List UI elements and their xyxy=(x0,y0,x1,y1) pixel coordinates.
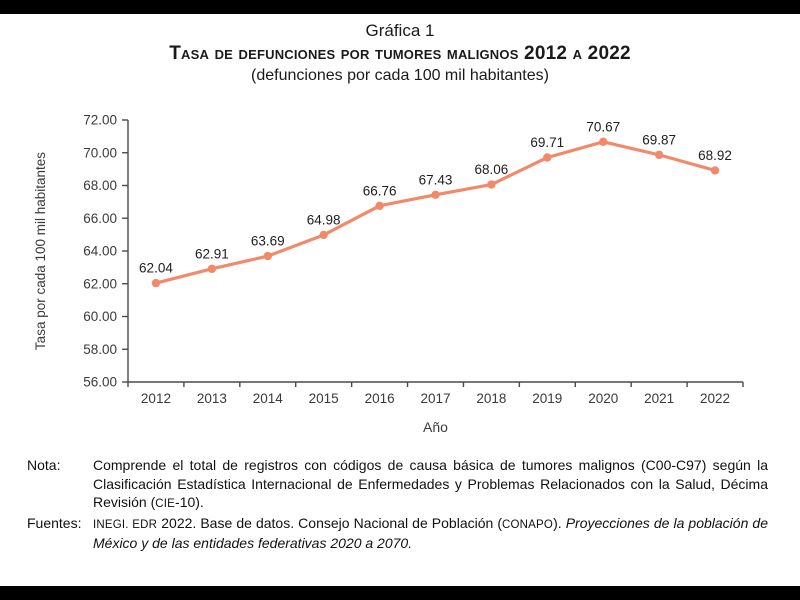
data-point-label: 64.98 xyxy=(306,212,341,228)
text-segment: Proyecciones de la población de México y de las entidades federativas 2020 a 2070. xyxy=(93,514,769,551)
x-category-label: 2022 xyxy=(700,391,731,406)
x-category-label: 2012 xyxy=(140,391,171,406)
data-point-label: 67.43 xyxy=(418,172,453,188)
y-tick-label: 62.00 xyxy=(83,276,117,292)
data-point-label: 68.06 xyxy=(474,162,509,178)
chart-header xyxy=(0,21,800,85)
chart-title: Tasa de defunciones por tumores malignos 2012 a 2022 xyxy=(169,43,631,64)
data-point-label: 69.87 xyxy=(642,132,677,148)
x-category-label: 2014 xyxy=(252,391,283,406)
data-point-label: 68.92 xyxy=(698,147,732,163)
y-tick-label: 64.00 xyxy=(83,243,117,259)
y-tick-label: 72.00 xyxy=(83,112,117,128)
text-segment: CONAPO xyxy=(502,518,554,531)
chart-canvas xyxy=(30,102,770,450)
x-axis-title: Año xyxy=(423,419,448,435)
data-point xyxy=(711,166,719,174)
chart-subtitle: (defunciones por cada 100 mil habitantes) xyxy=(251,67,549,84)
data-point xyxy=(152,279,160,287)
top-black-bar xyxy=(0,0,800,14)
y-axis-title: Tasa por cada 100 mil habitantes xyxy=(33,151,48,351)
x-category-label: 2020 xyxy=(588,391,619,406)
nota-row xyxy=(27,456,768,514)
data-point-label: 63.69 xyxy=(250,233,285,249)
y-tick-label: 60.00 xyxy=(83,309,117,325)
fuentes-row xyxy=(27,514,768,553)
text-segment: ). xyxy=(553,514,566,531)
y-tick-label: 58.00 xyxy=(83,341,117,357)
line-chart xyxy=(30,102,770,450)
x-category-label: 2013 xyxy=(196,391,227,406)
nota-label: Nota: xyxy=(27,457,61,473)
data-point-label: 70.67 xyxy=(586,119,621,135)
data-point xyxy=(264,252,272,260)
y-tick-label: 56.00 xyxy=(83,374,117,390)
x-category-label: 2019 xyxy=(532,391,563,406)
data-point-label: 62.91 xyxy=(194,246,229,262)
series-line xyxy=(156,142,715,283)
data-point xyxy=(431,191,439,199)
fuentes-text xyxy=(93,514,768,553)
data-point xyxy=(375,202,383,210)
y-tick-label: 70.00 xyxy=(83,145,117,161)
notes-block xyxy=(27,456,768,553)
y-tick-label: 66.00 xyxy=(83,210,117,226)
data-point xyxy=(319,231,327,239)
text-segment: Comprende el total de registros con códigos de causa básica de tumores malignos (C00-C97) según la Clasificación Estadística Internacional de Enfermedades y Problemas Relacionados con la Salud, Décima Revisión ( xyxy=(93,457,768,510)
nota-text xyxy=(93,456,768,514)
data-point xyxy=(599,138,607,146)
fuentes-label: Fuentes: xyxy=(27,514,82,531)
x-category-label: 2016 xyxy=(364,391,395,406)
data-point-label: 69.71 xyxy=(530,134,565,150)
text-segment: INEGI. EDR xyxy=(93,518,158,531)
x-category-label: 2018 xyxy=(476,391,507,406)
text-segment: 2022. Base de datos. Consejo Nacional de Población ( xyxy=(157,514,503,531)
data-point xyxy=(655,151,663,159)
data-point xyxy=(487,180,495,188)
y-tick-label: 68.00 xyxy=(83,178,117,194)
data-point-label: 66.76 xyxy=(362,183,397,199)
data-point xyxy=(208,265,216,273)
figure-number: Gráfica 1 xyxy=(365,21,435,40)
x-category-label: 2015 xyxy=(308,391,339,406)
x-category-label: 2017 xyxy=(420,391,451,406)
data-point xyxy=(543,153,551,161)
bottom-black-bar xyxy=(0,586,800,600)
text-segment: CIE xyxy=(155,498,176,510)
x-category-label: 2021 xyxy=(644,391,675,406)
data-point-label: 62.04 xyxy=(139,260,173,276)
text-segment: -10). xyxy=(175,494,204,510)
